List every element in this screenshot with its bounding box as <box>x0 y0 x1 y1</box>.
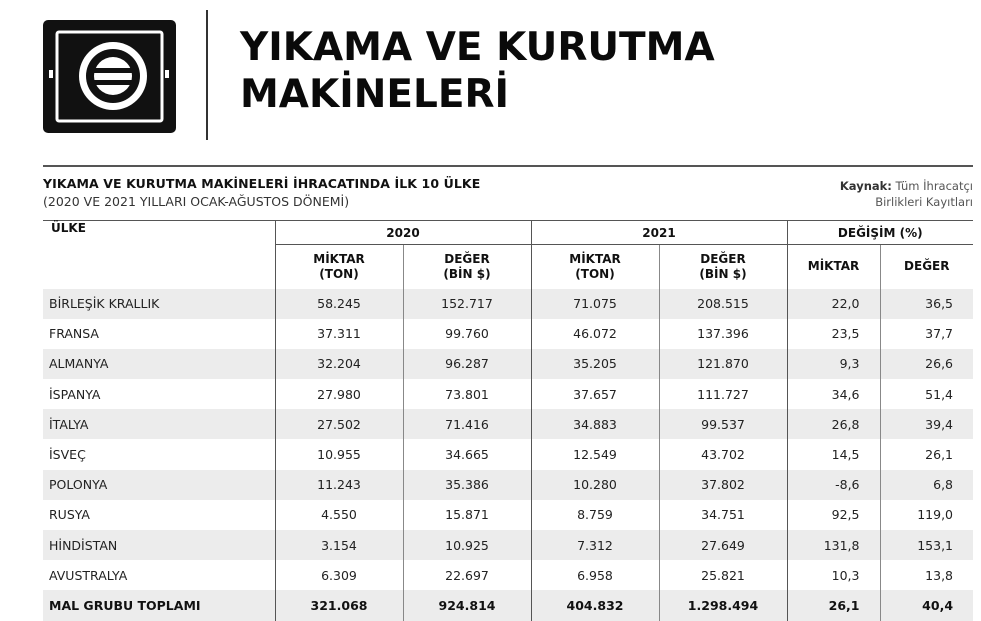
country-cell: FRANSA <box>49 326 99 342</box>
change-qty-cell: 26,8 <box>787 409 880 439</box>
value-2021-header: DEĞER (BİN $) <box>659 245 787 289</box>
table-row <box>43 289 973 319</box>
country-cell: POLONYA <box>49 477 108 493</box>
value-2020-cell: 924.814 <box>403 590 531 620</box>
change-value-cell: 39,4 <box>880 409 973 439</box>
change-value-cell: 36,5 <box>880 289 973 319</box>
change-value-header: DEĞER <box>880 245 973 289</box>
qty-2020-cell: 37.311 <box>275 319 403 349</box>
value-2020-header: DEĞER (BİN $) <box>403 245 531 289</box>
value-2021-cell: 137.396 <box>659 319 787 349</box>
change-qty-cell: 23,5 <box>787 319 880 349</box>
value-2020-cell: 96.287 <box>403 349 531 379</box>
change-value-cell: 153,1 <box>880 530 973 560</box>
value-2020-cell: 34.665 <box>403 439 531 469</box>
value-2020-cell: 35.386 <box>403 470 531 500</box>
qty-2021-cell: 37.657 <box>531 379 659 409</box>
table-row <box>43 319 973 349</box>
qty-2021-cell: 10.280 <box>531 470 659 500</box>
table-row <box>43 409 973 439</box>
change-qty-header: MİKTAR <box>787 245 880 289</box>
change-value-cell: 37,7 <box>880 319 973 349</box>
table-row <box>43 349 973 379</box>
value-2021-cell: 111.727 <box>659 379 787 409</box>
value-2021-cell: 43.702 <box>659 439 787 469</box>
change-qty-cell: -8,6 <box>787 470 880 500</box>
value-2021-cell: 208.515 <box>659 289 787 319</box>
table-row <box>43 379 973 409</box>
value-2021-cell: 34.751 <box>659 500 787 530</box>
table-row <box>43 530 973 560</box>
change-value-cell: 13,8 <box>880 560 973 590</box>
qty-2021-cell: 7.312 <box>531 530 659 560</box>
value-2020-cell: 10.925 <box>403 530 531 560</box>
page-title <box>240 24 715 118</box>
country-cell: İTALYA <box>49 416 89 432</box>
country-cell: MAL GRUBU TOPLAMI <box>49 597 201 613</box>
qty-2020-cell: 27.502 <box>275 409 403 439</box>
qty-2021-cell: 35.205 <box>531 349 659 379</box>
qty-2020-header: MİKTAR (TON) <box>275 245 403 289</box>
qty-2020-cell: 6.309 <box>275 560 403 590</box>
table-row <box>43 560 973 590</box>
source-note <box>840 178 973 210</box>
change-header: DEĞİŞİM (%) <box>787 221 973 245</box>
year-2021-header: 2021 <box>531 221 787 245</box>
country-cell: ALMANYA <box>49 356 109 372</box>
header-divider <box>206 10 208 140</box>
total-row <box>43 590 973 620</box>
change-qty-cell: 10,3 <box>787 560 880 590</box>
table-title: YIKAMA VE KURUTMA MAKİNELERİ İHRACATINDA İLK 10 ÜLKE <box>43 176 481 191</box>
table-row <box>43 470 973 500</box>
qty-2021-cell: 71.075 <box>531 289 659 319</box>
country-header: ÜLKE <box>51 221 86 235</box>
country-cell: RUSYA <box>49 507 90 523</box>
year-2020-header: 2020 <box>275 221 531 245</box>
qty-2021-cell: 46.072 <box>531 319 659 349</box>
qty-2020-cell: 27.980 <box>275 379 403 409</box>
qty-2021-cell: 6.958 <box>531 560 659 590</box>
qty-2021-cell: 8.759 <box>531 500 659 530</box>
value-2021-cell: 37.802 <box>659 470 787 500</box>
page-title-line2: MAKİNELERİ <box>240 72 510 117</box>
washing-machine-icon <box>43 20 176 133</box>
qty-2021-cell: 12.549 <box>531 439 659 469</box>
qty-2021-header: MİKTAR (TON) <box>531 245 659 289</box>
value-2021-cell: 25.821 <box>659 560 787 590</box>
change-value-cell: 51,4 <box>880 379 973 409</box>
change-value-cell: 6,8 <box>880 470 973 500</box>
change-value-cell: 40,4 <box>880 590 973 620</box>
export-table <box>43 220 973 621</box>
qty-2020-cell: 58.245 <box>275 289 403 319</box>
value-2020-cell: 15.871 <box>403 500 531 530</box>
table-top-rule <box>43 165 973 167</box>
qty-2020-cell: 321.068 <box>275 590 403 620</box>
change-qty-cell: 14,5 <box>787 439 880 469</box>
change-value-cell: 119,0 <box>880 500 973 530</box>
value-2020-cell: 99.760 <box>403 319 531 349</box>
qty-2020-cell: 11.243 <box>275 470 403 500</box>
value-2020-cell: 22.697 <box>403 560 531 590</box>
value-2021-cell: 121.870 <box>659 349 787 379</box>
page-title-line1: YIKAMA VE KURUTMA <box>240 25 715 70</box>
qty-2020-cell: 32.204 <box>275 349 403 379</box>
country-cell: İSPANYA <box>49 386 101 402</box>
value-2021-cell: 27.649 <box>659 530 787 560</box>
qty-2020-cell: 10.955 <box>275 439 403 469</box>
qty-2021-cell: 34.883 <box>531 409 659 439</box>
source-line1: Tüm İhracatçı <box>895 179 973 193</box>
change-qty-cell: 26,1 <box>787 590 880 620</box>
change-value-cell: 26,6 <box>880 349 973 379</box>
qty-2020-cell: 4.550 <box>275 500 403 530</box>
change-qty-cell: 131,8 <box>787 530 880 560</box>
change-qty-cell: 34,6 <box>787 379 880 409</box>
qty-2021-cell: 404.832 <box>531 590 659 620</box>
change-value-cell: 26,1 <box>880 439 973 469</box>
value-2021-cell: 99.537 <box>659 409 787 439</box>
source-line2: Birlikleri Kayıtları <box>875 195 973 209</box>
source-label: Kaynak: <box>839 179 892 193</box>
change-qty-cell: 22,0 <box>787 289 880 319</box>
country-cell: HİNDİSTAN <box>49 537 118 553</box>
qty-2020-cell: 3.154 <box>275 530 403 560</box>
change-qty-cell: 9,3 <box>787 349 880 379</box>
country-cell: İSVEÇ <box>49 447 86 463</box>
value-2020-cell: 73.801 <box>403 379 531 409</box>
table-subtitle: (2020 VE 2021 YILLARI OCAK-AĞUSTOS DÖNEMİ) <box>43 194 350 209</box>
country-cell: BİRLEŞİK KRALLIK <box>49 296 160 312</box>
change-qty-cell: 92,5 <box>787 500 880 530</box>
table-row <box>43 500 973 530</box>
value-2020-cell: 71.416 <box>403 409 531 439</box>
country-cell: AVUSTRALYA <box>49 567 128 583</box>
table-row <box>43 439 973 469</box>
value-2021-cell: 1.298.494 <box>659 590 787 620</box>
value-2020-cell: 152.717 <box>403 289 531 319</box>
